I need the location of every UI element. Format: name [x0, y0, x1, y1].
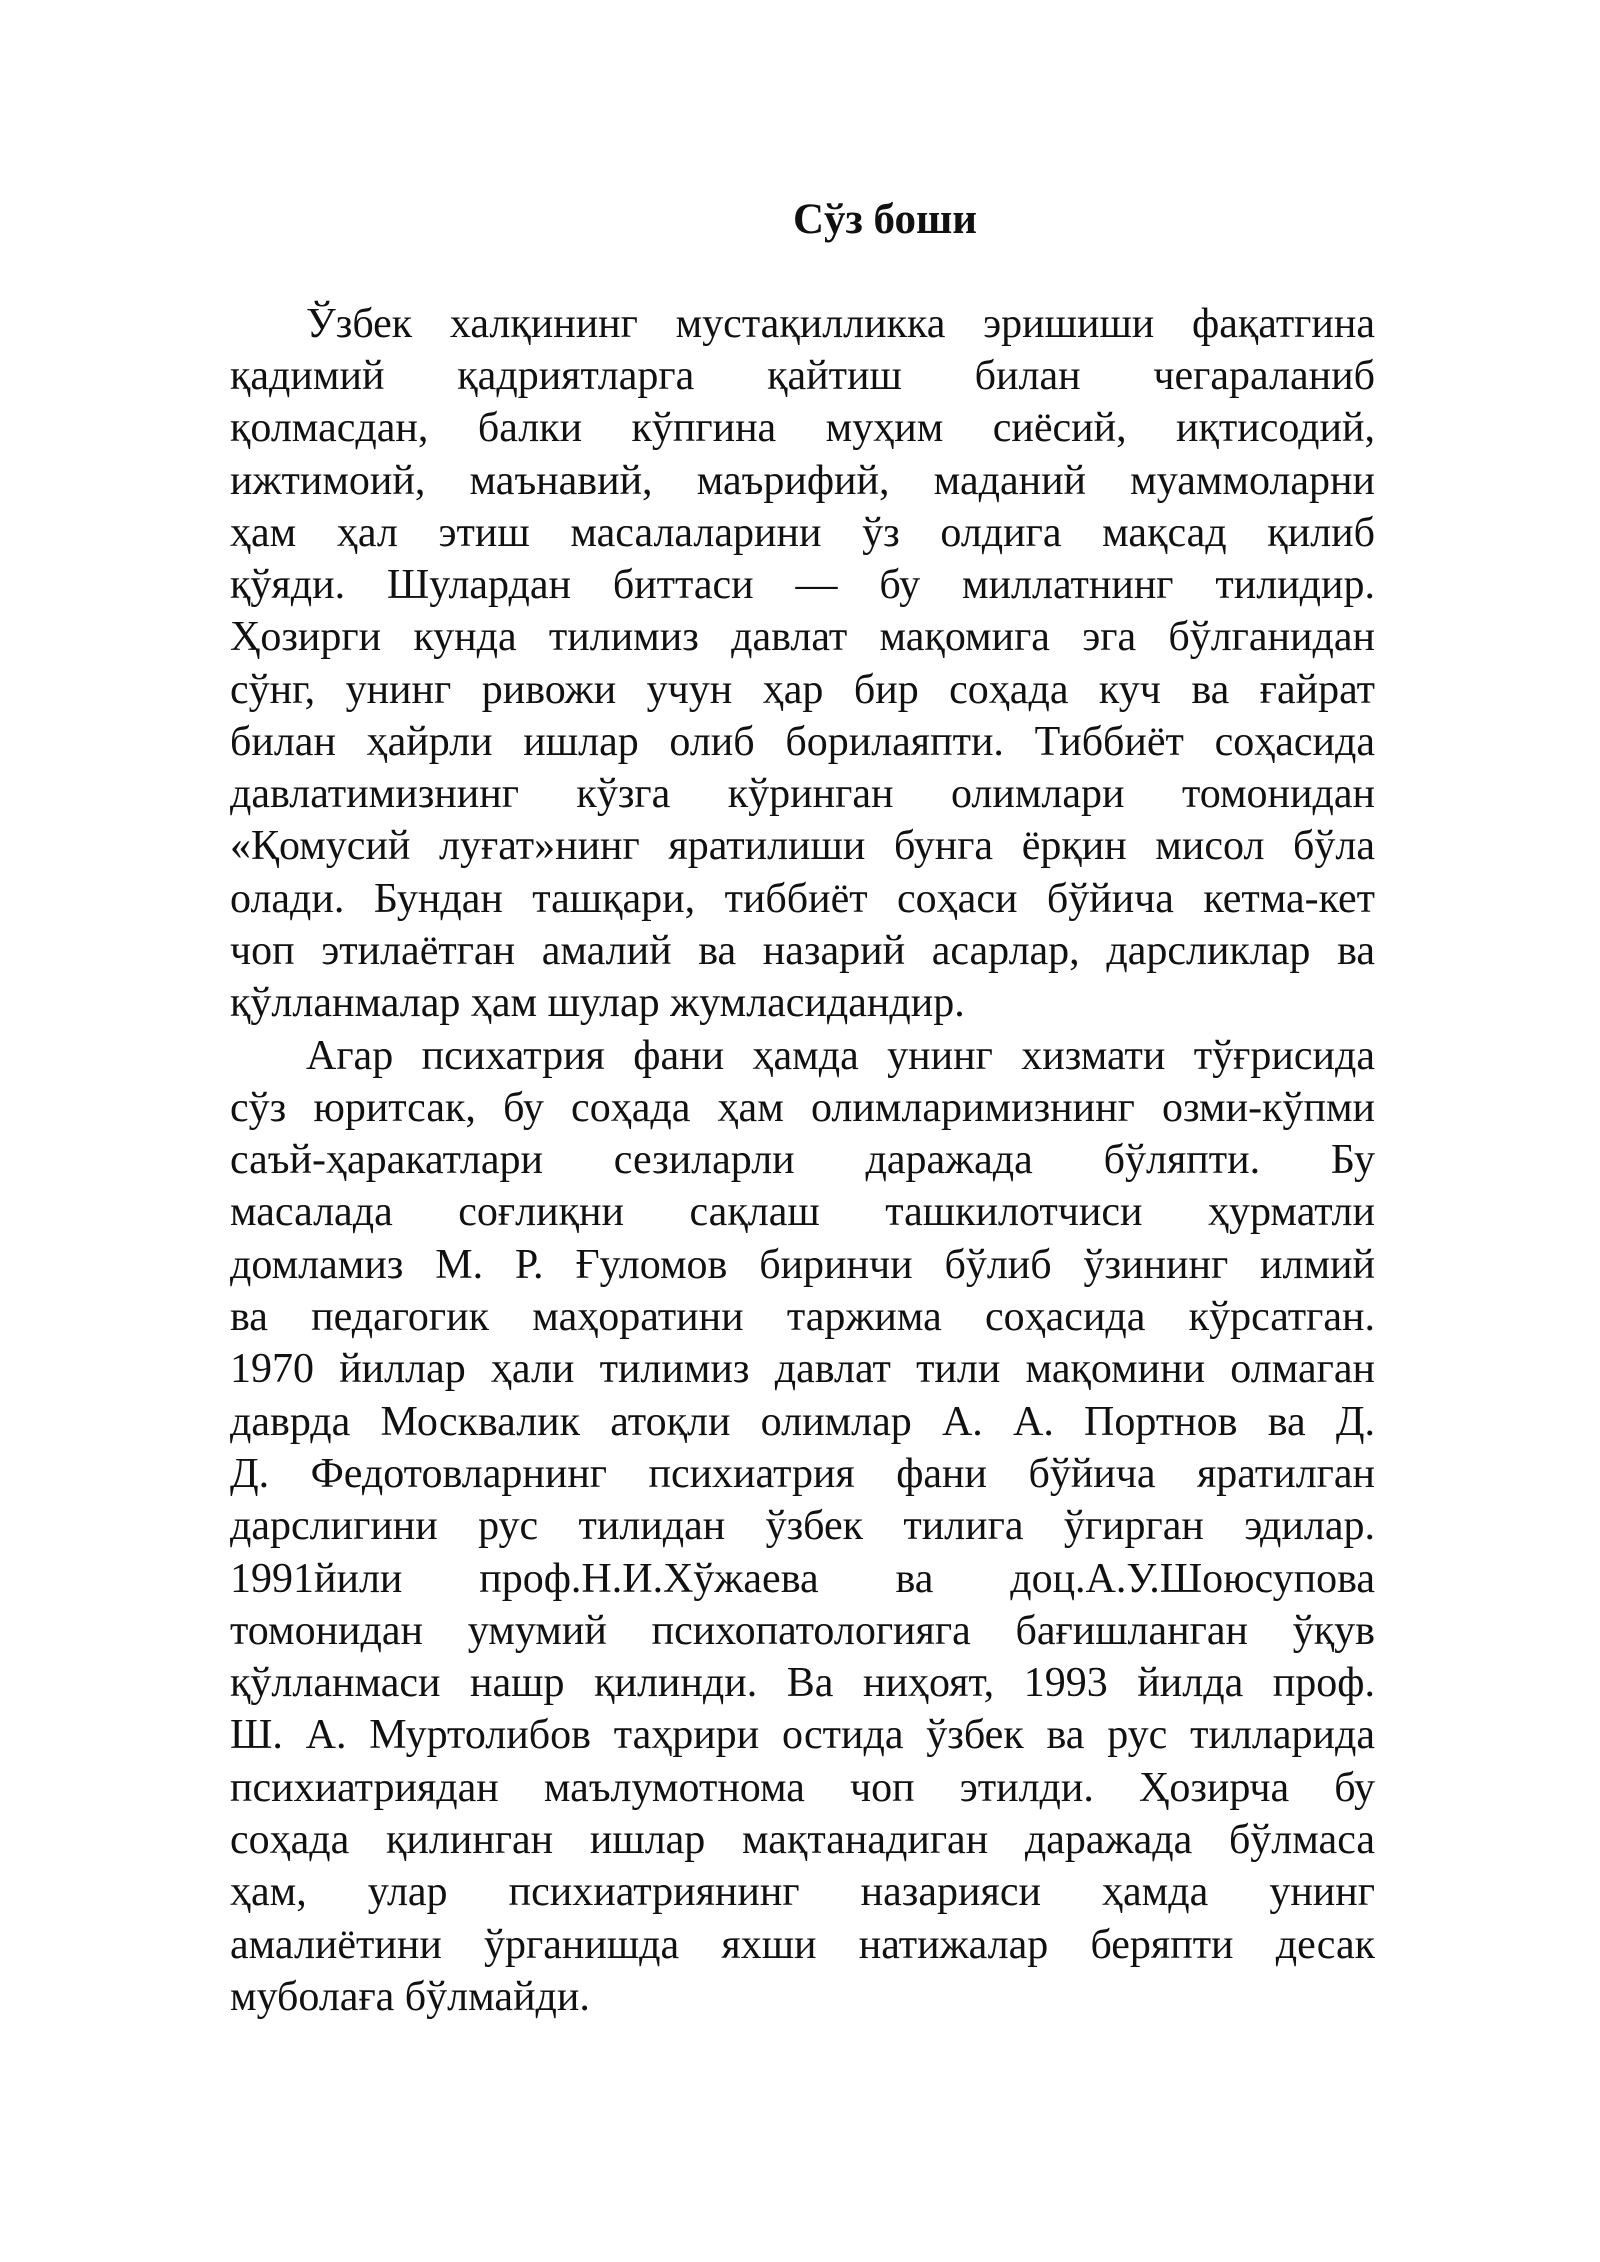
text-line: қўяди. Шулардан биттаси — бу миллатнинг тилидир. [230, 562, 1375, 608]
text-line: ижтимоий, маънавий, маърифий, маданий муаммоларни [230, 458, 1375, 504]
text-line: сўнг, унинг ривожи учун ҳар бир соҳада куч ва ғайрат [230, 667, 1375, 713]
text-line: Агар психатрия фани ҳамда унинг хизмати тўғрисида [306, 1033, 1375, 1079]
text-line: психиатриядан маълумотнома чоп этилди. Ҳозирча бу [230, 1765, 1375, 1811]
text-line: олади. Бундан ташқари, тиббиёт соҳаси бўйича кетма-кет [230, 876, 1375, 922]
text-line: сўз юритсак, бу соҳада ҳам олимларимизнинг озми-кўпми [230, 1085, 1375, 1131]
text-line: Ҳозирги кунда тилимиз давлат мақомига эга бўлганидан [230, 614, 1375, 660]
text-line: чоп этилаётган амалий ва назарий асарлар, дарсликлар ва [230, 928, 1375, 974]
text-line: даврда Москвалик атоқли олимлар А. А. Портнов ва Д. [230, 1399, 1375, 1445]
text-line: ҳам, улар психиатриянинг назарияси ҳамда унинг [230, 1869, 1375, 1915]
text-line: қадимий қадриятларга қайтиш билан чегараланиб [230, 353, 1375, 399]
page-title: Сўз боши [792, 196, 978, 243]
text-line: домламиз М. Р. Ғуломов биринчи бўлиб ўзининг илмий [230, 1242, 1375, 1288]
text-line: саъй-ҳаракатлари сезиларли даражада бўляпти. Бу [230, 1137, 1375, 1183]
text-line: қолмасдан, балки кўпгина муҳим сиёсий, иқтисодий, [230, 405, 1375, 451]
text-line: қўлланмалар ҳам шулар жумласидандир. [230, 980, 965, 1026]
text-line: ва педагогик маҳоратини таржима соҳасида кўрсатган. [230, 1294, 1375, 1340]
text-line: муболаға бўлмайди. [230, 1974, 590, 2020]
text-line: дарслигини рус тилидан ўзбек тилига ўгирган эдилар. [230, 1503, 1375, 1549]
text-line: давлатимизнинг кўзга кўринган олимлари томонидан [230, 771, 1375, 817]
text-line: ҳам ҳал этиш масалаларини ўз олдига мақсад қилиб [230, 510, 1375, 556]
text-line: 1970 йиллар ҳали тилимиз давлат тили мақомини олмаган [230, 1346, 1375, 1392]
text-line: Д. Федотовларнинг психиатрия фани бўйича яратилган [230, 1451, 1375, 1497]
text-line: 1991йили проф.Н.И.Хўжаева ва доц.А.У.Шоюсупова [230, 1556, 1375, 1602]
text-line: соҳада қилинган ишлар мақтанадиган даражада бўлмаса [230, 1817, 1375, 1863]
text-line: билан ҳайрли ишлар олиб борилаяпти. Тиббиёт соҳасида [230, 719, 1375, 765]
text-line: масалада соғлиқни сақлаш ташкилотчиси ҳурматли [230, 1189, 1375, 1235]
text-line: амалиётини ўрганишда яхши натижалар беряпти десак [230, 1922, 1375, 1968]
text-line: Ш. А. Муртолибов таҳрири остида ўзбек ва рус тилларида [230, 1712, 1375, 1758]
text-line: Ўзбек халқининг мустақилликка эришиши фақатгина [306, 301, 1375, 347]
text-line: қўлланмаси нашр қилинди. Ва ниҳоят, 1993 йилда проф. [230, 1660, 1375, 1706]
text-line: томонидан умумий психопатологияга бағишланган ўқув [230, 1608, 1375, 1654]
text-line: «Қомусий луғат»нинг яратилиши бунга ёрқин мисол бўла [230, 823, 1375, 869]
